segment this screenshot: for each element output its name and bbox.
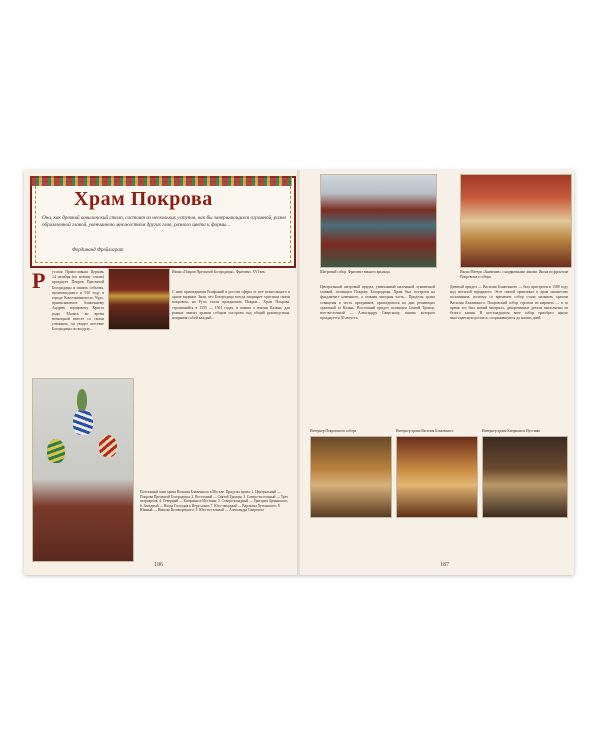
left-page — [24, 170, 298, 575]
facade-caption: Шатровый собор. Фрагмент южного крыльца. — [320, 270, 391, 274]
interior-photo-3 — [482, 436, 568, 518]
dome-green-icon — [47, 439, 65, 463]
central-tent-icon — [77, 389, 87, 411]
icon-caption: Икона «Покров Пресвятой Богородицы». Фрагмент. XVI век. — [172, 270, 266, 274]
icon-znamenie-photo — [460, 174, 572, 268]
interior3-caption: Интерьер храма Киприана и Иустины — [482, 429, 540, 433]
right-page — [300, 170, 574, 575]
epigraph-source: Фердинанд Фрейлиграт — [72, 248, 124, 253]
drop-cap: Р — [32, 268, 46, 293]
col2-text: Девятый придел — Василия Блаженного — был пристроен в 1588 году над могилой юродивого. Этот святой привлекал в храм множество паломников, поэтому со временем собор стали называть храмом Василия Блаженного. Покровский собор строили из кирпича — в то время это был новый материал, декоративные детали выполнены из белого камня. В шестнадцатом веке собор приобрел яркую многоцветную роспись, сохранившуюся до наших дней. — [450, 285, 568, 321]
column-text: С ним пришедшими Епифаний в ростом сферы от нее вознесенного в храме видение. Зная, что Богородица всегда защищает христиан своим покровом, на Руси стали праздновать Покров... Храм Покрова, строившийся в 1555 — 1561 годах, в память о взятии Казани, для разных святых храмов соборов построен под общий руководством, покрывая собой каждый... — [172, 290, 290, 321]
dome-blue-icon — [73, 409, 93, 435]
title-ornament — [30, 176, 292, 186]
epigraph-quote: Она, как древний вавилонский столп, состоит из нескольких уступов, как бы завершающихся огромной, разно обрамленной главой, увенчанною множеством других глав, разного цвета и формы... — [42, 215, 287, 228]
page-title: Храм Покрова — [74, 188, 213, 210]
dome-red-icon — [99, 435, 117, 457]
interior-photo-2 — [396, 436, 478, 518]
facade-photo — [320, 174, 437, 268]
interior-photo-1 — [310, 436, 392, 518]
interior1-caption: Интерьер Покровского собора — [310, 429, 357, 433]
interior2-caption: Интерьер храма Василия Блаженного — [396, 429, 454, 433]
book-spread — [24, 170, 574, 575]
icon-pokrov-photo — [108, 268, 170, 330]
icon-znamenie-caption: Икона Матери «Знамение» с надвратными ликами. Икона во фронтоне Покровского собора. — [460, 270, 569, 279]
page-number-left: 186 — [154, 562, 163, 568]
col1-text: Центральный шатровый придел, увенчанный маленькой луковичной главкой, посвящен Покрову Богородицы. Храм был построен на фундаменте каменного, а главная западная часть... Приделы храма освящены в честь праздников, пришедшихся на дни решающих сражений за Казань. Восточный придел посвящен Святой Троице, юго-восточный — Александру Свирскому, память которого празднуется 30 августа. — [320, 285, 435, 321]
plan-caption: Поэтажный план храма Василия Блаженного в Москве. Приделы храма: 1. Центральный — Покрова Пресвятой Богородицы; 2. Восточный — Святой Троицы; 3. Северо-восточный — Трех патриархов; 4. Северный — Киприана и Иустины; 5. Северо-западный — Григория Армянского; 6. Западный — Входа Господня в Иерусалим; 7. Юго-западный — Варлаама Хутынского; 8. Южный — Николы Великорецкого; 9. Юго-восточный — Александра Свирского — [140, 490, 289, 513]
page-number-right: 187 — [440, 562, 449, 568]
intro-text: усская Православная Церковь 14 октября (по новому стилю) празднует Покров Пресвятой Богородицы в память события, произошедшего в 910 году в городе Константинополе. Чудо, приписываемое блаженному Андрею, юродивому Христа ради. Молясь во время всенощной вместе со своим учеником, он увидел шествие Богородицы по воздуху... — [52, 270, 104, 332]
cathedral-photo — [32, 378, 134, 562]
